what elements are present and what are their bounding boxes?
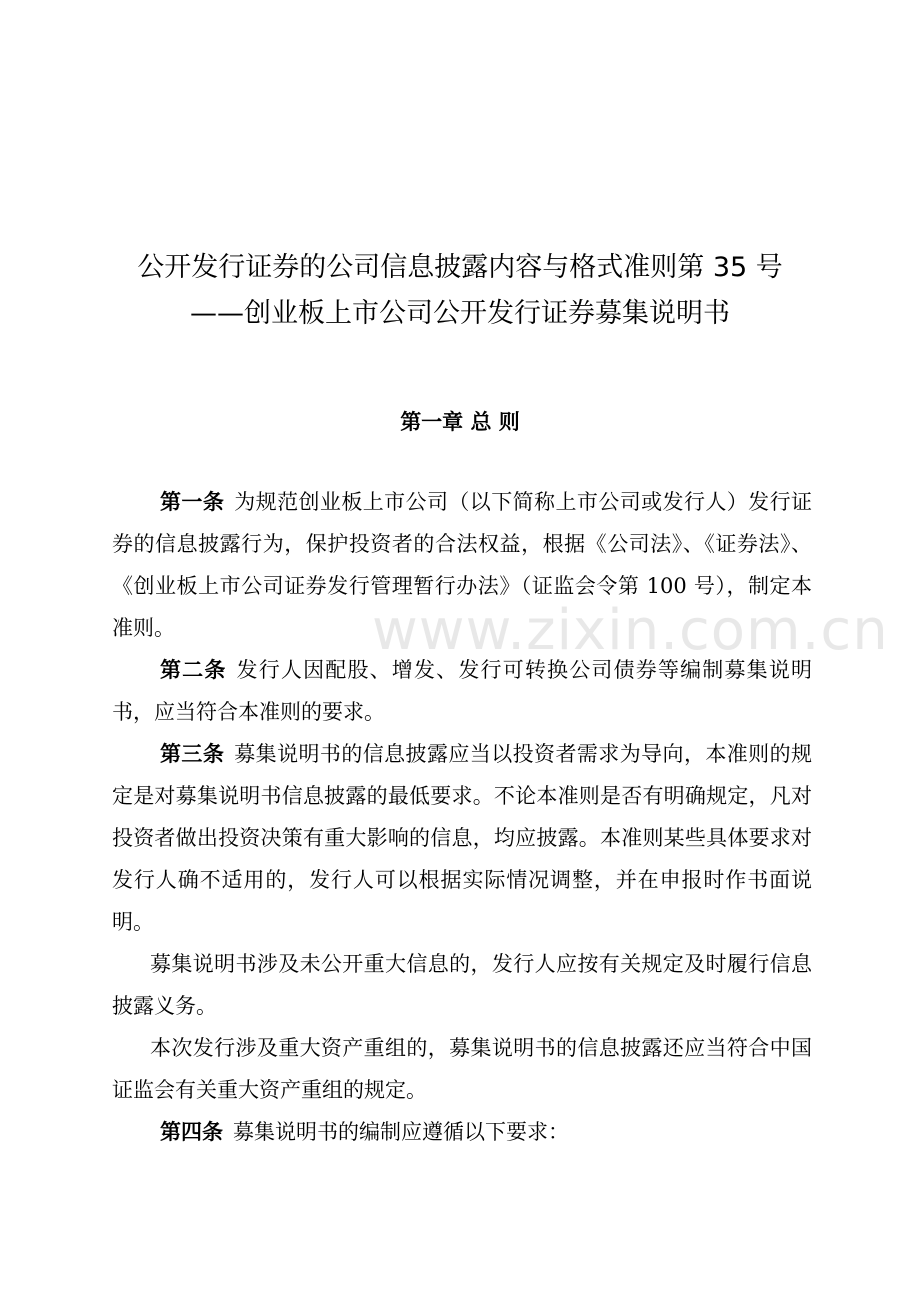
paragraph-text: 募集说明书涉及未公开重大信息的，发行人应按有关规定及时履行信息披露义务。	[112, 952, 812, 1018]
article-label: 第二条	[160, 657, 227, 682]
article-4-paragraph	[112, 1111, 812, 1153]
article-label: 第四条	[160, 1119, 223, 1144]
watermark: www.zixin.com.cn	[372, 598, 889, 663]
article-text: 发行人因配股、增发、发行可转换公司债券等编制募集说明书，应当符合本准则的要求。	[112, 658, 813, 724]
title-line-1: 公开发行证券的公司信息披露内容与格式准则第 35 号	[137, 252, 783, 283]
article-text: 募集说明书的编制应遵循以下要求：	[233, 1120, 569, 1144]
article-text: 募集说明书的信息披露应当以投资者需求为导向，本准则的规定是对募集说明书信息披露的最低要求。不论本准则是否有明确规定，凡对投资者做出投资决策有重大影响的信息，均应披露。本准则某些具体要求对发行人确不适用的，发行人可以根据实际情况调整，并在申报时作书面说明。	[112, 742, 813, 934]
article-3-paragraph	[112, 733, 812, 943]
article-1-paragraph	[112, 481, 812, 649]
article-3-subparagraph-2	[112, 1027, 812, 1111]
article-label: 第三条	[160, 741, 225, 766]
chapter-heading: 第一章 总 则	[400, 409, 520, 434]
document-title	[0, 245, 920, 337]
paragraph-text: 本次发行涉及重大资产重组的，募集说明书的信息披露还应当符合中国证监会有关重大资产重组的规定。	[112, 1036, 812, 1102]
article-2-paragraph	[112, 649, 812, 733]
title-line-2: ——创业板上市公司公开发行证券募集说明书	[190, 298, 730, 329]
article-text: 为规范创业板上市公司（以下简称上市公司或发行人）发行证券的信息披露行为，保护投资者的合法权益，根据《公司法》、《证券法》、《创业板上市公司证券发行管理暂行办法》（证监会令第 100 号），制定本准则。	[112, 490, 813, 640]
article-label: 第一条	[160, 489, 225, 514]
document-body	[112, 481, 812, 1153]
article-3-subparagraph-1	[112, 943, 812, 1027]
